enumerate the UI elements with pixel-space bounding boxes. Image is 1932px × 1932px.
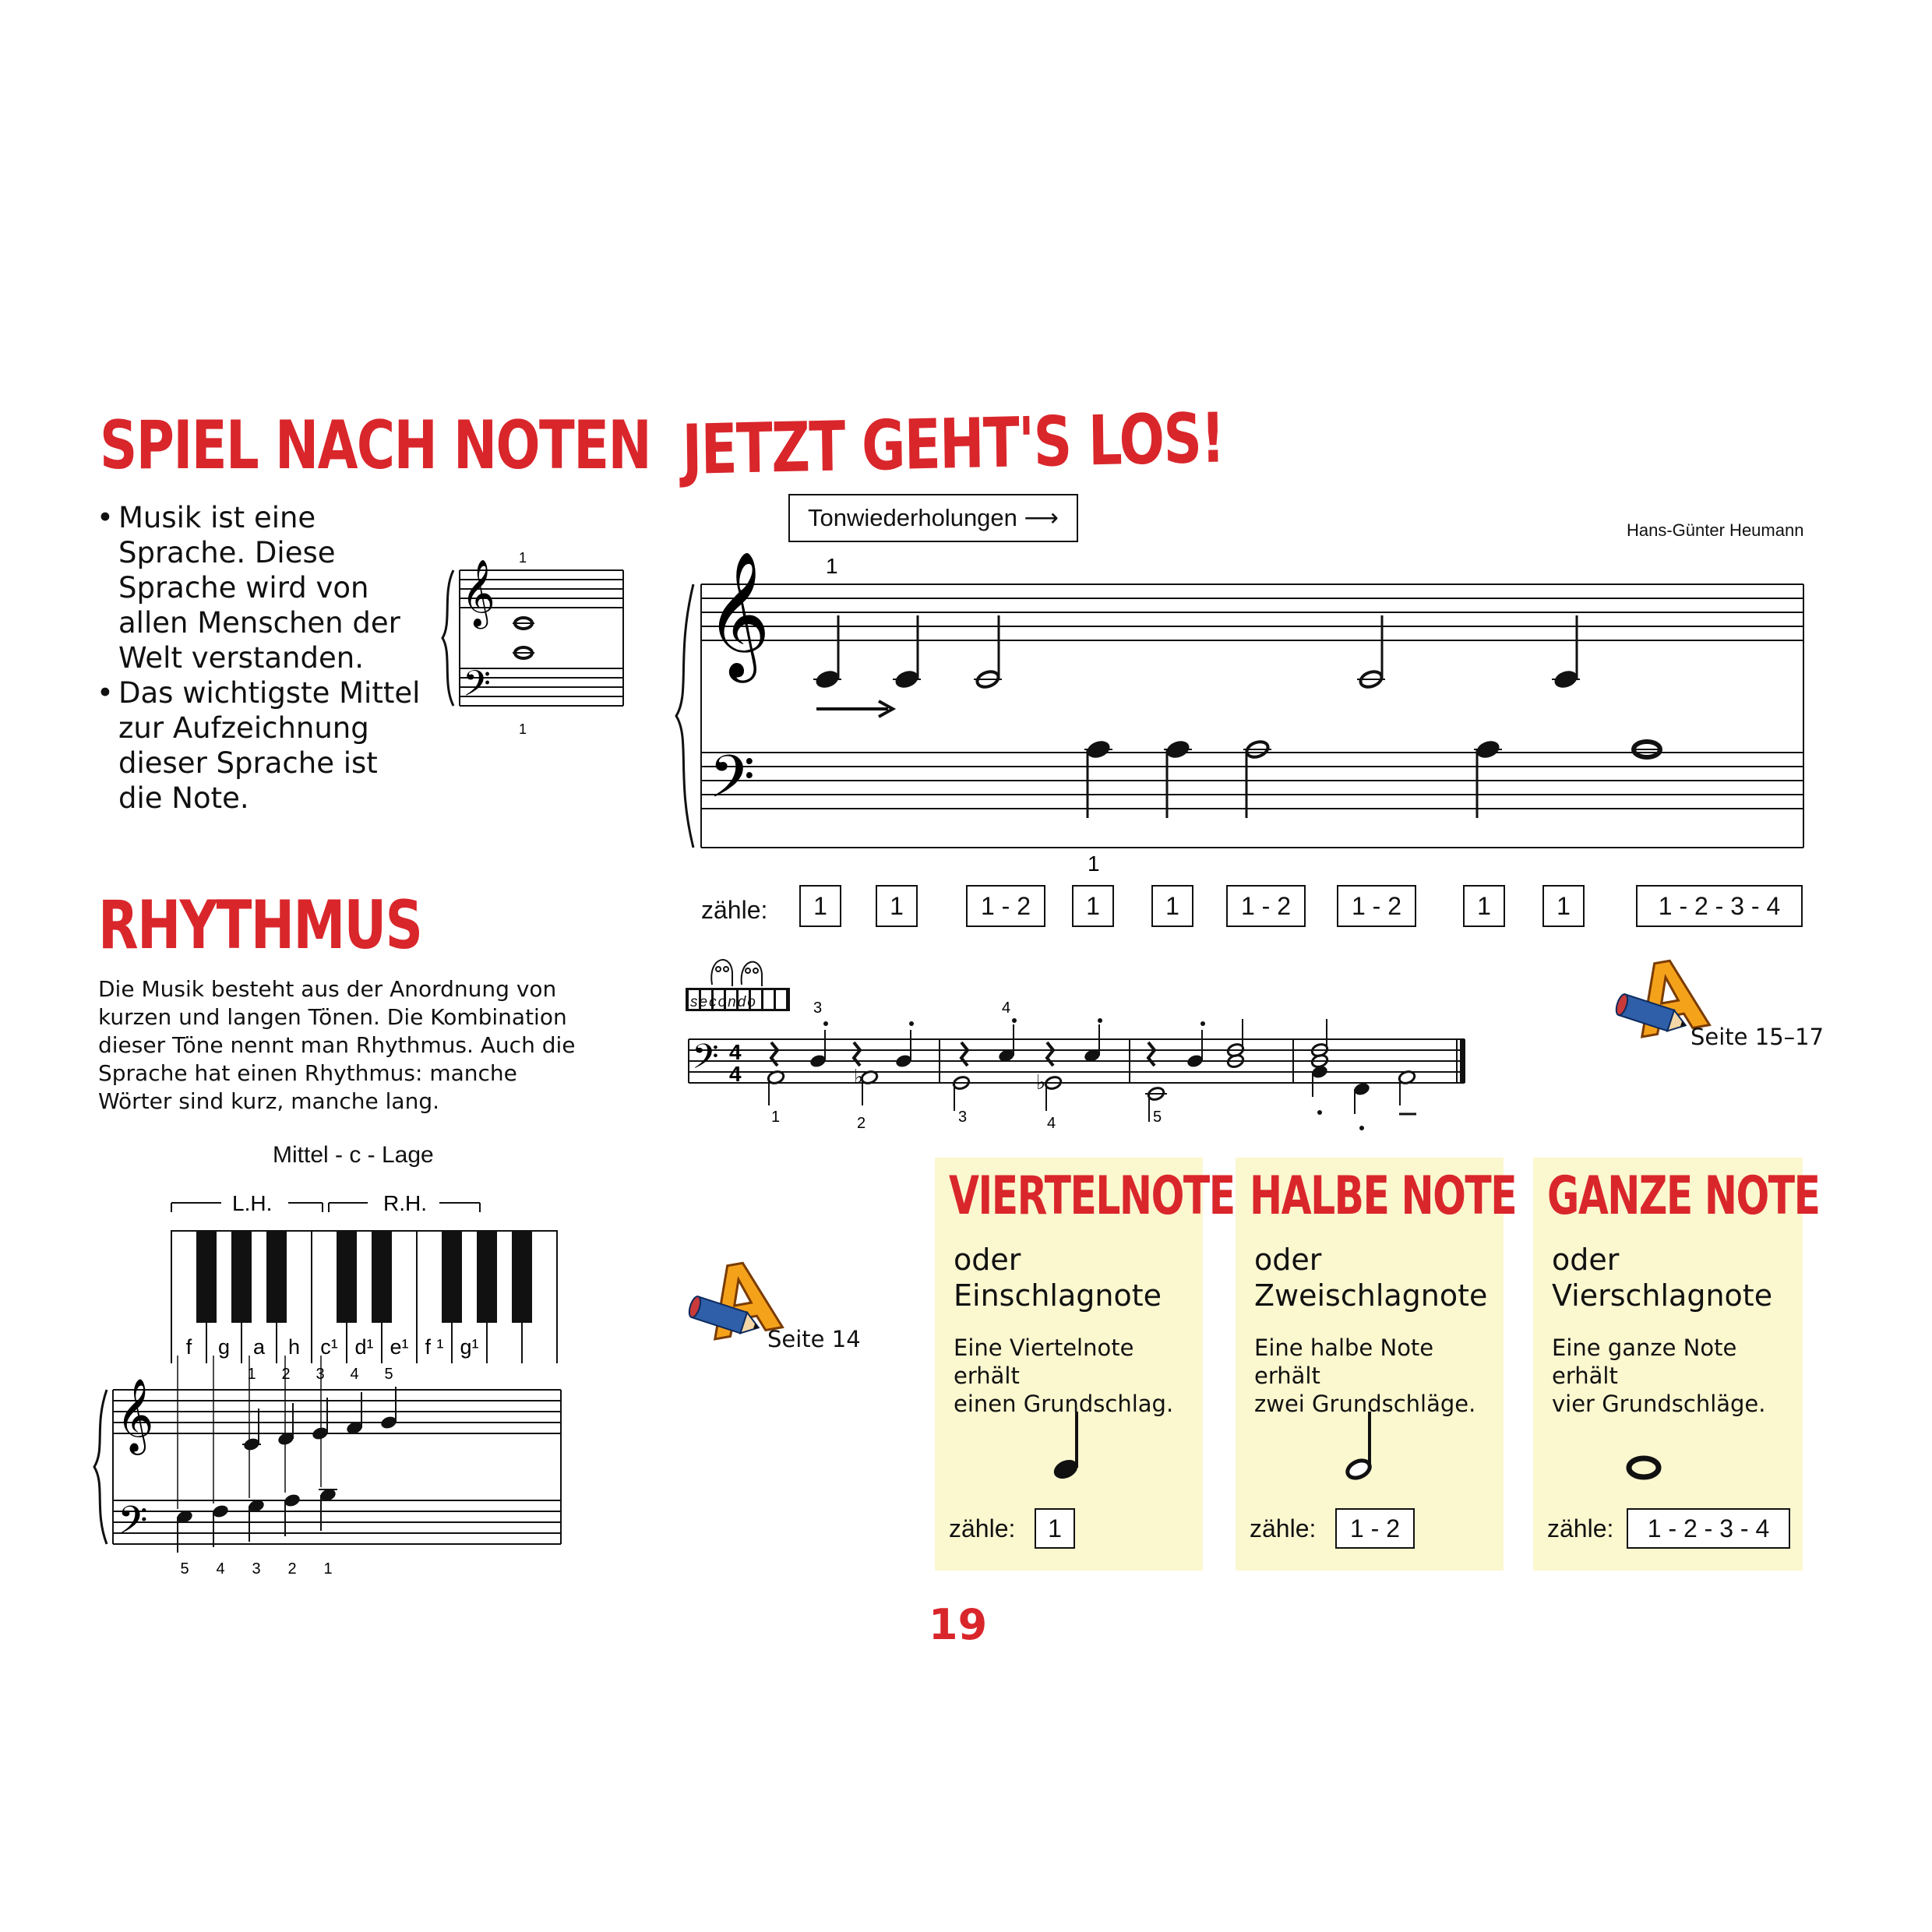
rhythmus-title: RHYTHMUS: [98, 887, 422, 964]
jetzt-gehts-los-title: JETZT GEHT'S LOS!: [682, 397, 1225, 490]
lh-finger: 2: [287, 1560, 297, 1578]
finger-top: 1: [826, 554, 838, 578]
staccato-dot: [1359, 1126, 1364, 1130]
quarter-rest: [961, 1042, 968, 1066]
secondo-finger-bottom: 3: [958, 1109, 968, 1126]
rh-finger: 1: [247, 1366, 256, 1383]
black-key: [442, 1231, 462, 1323]
rhythm-text: Die Musik besteht aus der Anordnung von kurzen und langen Tönen. Die Kombination dieser Töne nennt man Rhythmus. Auch die Sprache hat einen Rhythmus: manche Wörter sind kurz, manche lang.: [98, 976, 576, 1114]
quarter-rest: [854, 1042, 860, 1066]
black-key: [512, 1231, 532, 1323]
ref-pages-14: Seite 14: [767, 1326, 861, 1352]
mini-finger-bottom: 1: [519, 721, 527, 737]
secondo-finger-bottom: 1: [771, 1109, 781, 1126]
count-box: 1: [1151, 885, 1193, 927]
black-key: [196, 1231, 217, 1323]
count-box: 1: [876, 885, 918, 927]
black-key: [372, 1231, 392, 1323]
count-box: 1 - 2: [1337, 885, 1416, 927]
staccato-dot: [1098, 1018, 1102, 1023]
key-label: g¹: [460, 1335, 479, 1359]
quarter-note: [1084, 738, 1112, 760]
half-note-icon: [1329, 1405, 1384, 1483]
ganze-note-card: [1533, 1158, 1820, 1571]
quarter-note: [1474, 738, 1501, 760]
card-description: Eine ganze Note erhält vier Grundschläge.: [1552, 1334, 1766, 1417]
main-grand-staff: [670, 545, 1807, 873]
staccato-dot: [1200, 1021, 1205, 1026]
card-subtitle: oder Vierschlagnote: [1552, 1243, 1773, 1313]
secondo-finger-bottom: 4: [1047, 1115, 1056, 1132]
key-label: f ¹: [425, 1335, 444, 1359]
card-count-box: 1 - 2 - 3 - 4: [1627, 1508, 1790, 1549]
rh-label: R.H.: [383, 1192, 427, 1215]
spiel-nach-noten-title: SPIEL NACH NOTEN: [100, 407, 651, 485]
secondo-finger-top: 3: [813, 999, 823, 1017]
secondo-finger-bottom: 2: [857, 1115, 866, 1132]
finger-bottom: 1: [1088, 851, 1100, 873]
rh-finger: 4: [350, 1366, 359, 1383]
key-label: c¹: [320, 1335, 338, 1359]
whole-note-icon: [1620, 1452, 1667, 1483]
svg-text:𝄞: 𝄞: [116, 1380, 154, 1451]
lh-finger: 5: [180, 1560, 189, 1578]
rh-finger: 3: [316, 1366, 325, 1383]
black-key: [337, 1231, 357, 1323]
repetition-arrow: [816, 701, 893, 717]
bullet-item: • Musik ist eine Sprache. Diese Sprache wird von allen Menschen der Welt verstanden.: [97, 500, 424, 675]
staccato-dot: [909, 1021, 914, 1026]
count-label: zähle:: [701, 896, 768, 924]
svg-text:𝄢: 𝄢: [692, 1038, 719, 1084]
count-box: 1 - 2: [1226, 885, 1306, 927]
count-box: 1: [1463, 885, 1505, 927]
rh-finger: 5: [384, 1366, 393, 1383]
count-box: 1: [1542, 885, 1585, 927]
count-box: 1 - 2: [966, 885, 1045, 927]
secondo-staff: [681, 997, 1475, 1145]
staccato-dot: [1317, 1110, 1322, 1115]
lh-finger: 3: [252, 1560, 261, 1578]
quarter-rest: [1047, 1042, 1053, 1066]
svg-text:𝄢: 𝄢: [463, 663, 492, 712]
svg-text:𝄞: 𝄞: [706, 552, 770, 675]
ref-pages-15-17: Seite 15–17: [1690, 1024, 1824, 1050]
card-title: GANZE NOTE: [1547, 1165, 1820, 1227]
svg-text:𝄢: 𝄢: [709, 745, 756, 824]
secondo-finger-top: 4: [1002, 999, 1011, 1017]
bullet-item: • Das wichtigste Mittel zur Aufzeichnung dieser Sprache ist die Note.: [97, 675, 424, 816]
card-subtitle: oder Einschlagnote: [954, 1243, 1162, 1313]
card-title: HALBE NOTE: [1250, 1165, 1517, 1227]
secondo-finger-bottom: 5: [1153, 1109, 1162, 1126]
svg-text:𝄢: 𝄢: [118, 1499, 148, 1551]
quarter-rest: [771, 1042, 777, 1066]
rh-finger: 2: [281, 1366, 291, 1383]
mini-grand-staff: [436, 545, 631, 748]
page-number: 19: [929, 1600, 988, 1649]
black-key: [266, 1231, 287, 1323]
card-count-label: zähle:: [1250, 1514, 1317, 1542]
lh-finger: 1: [323, 1560, 333, 1578]
key-label: d¹: [354, 1335, 374, 1359]
piano-keyboard: [164, 1192, 569, 1363]
card-subtitle: oder Zweischlagnote: [1254, 1243, 1488, 1313]
intro-bullets: [97, 500, 424, 816]
lh-finger: 4: [216, 1560, 225, 1578]
svg-text:𝄞: 𝄞: [461, 560, 495, 625]
composer: Hans-Günter Heumann: [1627, 520, 1804, 540]
key-label: a: [252, 1335, 266, 1359]
card-count-label: zähle:: [949, 1514, 1016, 1542]
card-title: VIERTELNOTE: [949, 1165, 1235, 1227]
key-label: f: [185, 1335, 192, 1359]
quarter-rest: [1148, 1042, 1155, 1066]
key-label: h: [287, 1335, 301, 1359]
staccato-dot: [823, 1021, 828, 1026]
mittel-c-staff: [90, 1356, 573, 1581]
quarter-note: [813, 668, 841, 690]
quarter-note: [1164, 738, 1191, 760]
viertelnote-card: [935, 1158, 1235, 1571]
card-description: Eine Viertelnote erhält einen Grundschlag.: [954, 1334, 1174, 1417]
key-label: e¹: [390, 1335, 409, 1359]
count-box: 1: [1072, 885, 1114, 927]
count-box: 1 - 2 - 3 - 4: [1636, 885, 1803, 927]
staccato-dot: [1012, 1018, 1017, 1023]
black-key: [477, 1231, 497, 1323]
card-count-box: 1: [1035, 1508, 1075, 1549]
halbe-note-card: [1236, 1158, 1517, 1571]
flat-sign: ♭: [1036, 1070, 1046, 1094]
position-label: Mittel - c - Lage: [273, 1142, 434, 1168]
mini-finger-top: 1: [519, 550, 527, 566]
card-count-label: zähle:: [1547, 1514, 1614, 1542]
card-count-box: 1 - 2: [1335, 1508, 1415, 1549]
lh-label: L.H.: [232, 1192, 273, 1215]
quarter-note: [1552, 668, 1579, 690]
quarter-note-icon: [1036, 1405, 1091, 1483]
time-sig-bottom: 4: [729, 1062, 742, 1086]
secondo-label: secondo: [690, 994, 757, 1010]
quarter-note: [893, 668, 920, 690]
time-sig-top: 4: [729, 1040, 742, 1064]
black-key: [231, 1231, 252, 1323]
flat-sign: ♭: [854, 1065, 864, 1088]
count-box: 1: [799, 885, 841, 927]
tonwiederholungen-box: Tonwiederholungen ⟶: [788, 494, 1078, 542]
key-label: g: [217, 1335, 231, 1359]
card-description: Eine halbe Note erhält zwei Grundschläge.: [1254, 1334, 1476, 1417]
